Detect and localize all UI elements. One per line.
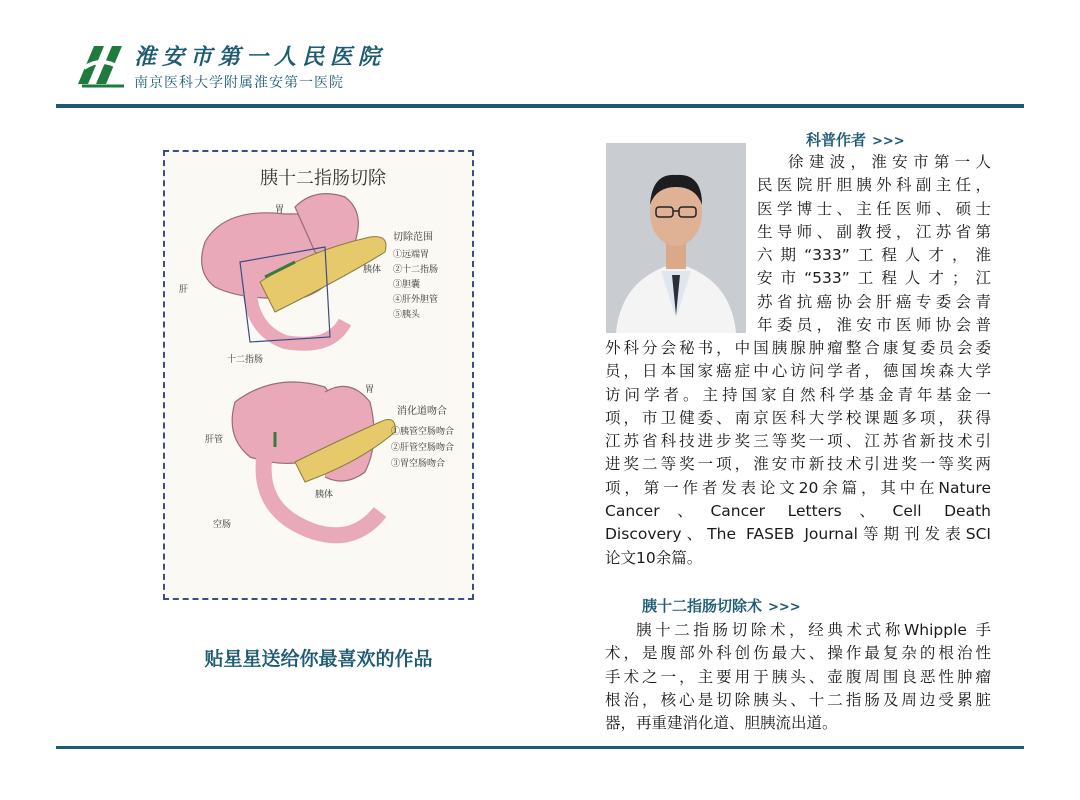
svg-text:胃: 胃 — [365, 385, 375, 395]
svg-text:①远端胃: ①远端胃 — [393, 250, 430, 260]
header-divider — [56, 104, 1024, 108]
procedure-heading: 胰十二指肠切除术 >>> — [642, 597, 801, 615]
author-bio-full: 外科分会秘书，中国胰腺肿瘤整合康复委员会委 员，日本国家癌症中心访问学者，德国埃森大学 访问学者。主持国家自然科学基金青年基金一 项，市卫健委、南京医科大学校课题多项，获得 江苏省科技进步奖三等奖一项、江苏省新技术引 进奖二等奖一项，淮安市新技术引进奖一等奖两 项，第一作者发表论文20余篇，其中在Nature Cancer、Cancer Letters、Cell Death Discovery、The FASEB Journal等期刊发表SCI 论文10余篇。 — [605, 339, 991, 567]
svg-text:胰体: 胰体 — [315, 490, 334, 500]
svg-text:②十二指肠: ②十二指肠 — [393, 265, 439, 275]
svg-text:空肠: 空肠 — [213, 520, 232, 530]
drawing-caption: 贴星星送给你最喜欢的作品 — [204, 648, 433, 670]
drawing-title: 胰十二指肠切除 — [260, 168, 386, 189]
svg-text:③胃空肠吻合: ③胃空肠吻合 — [391, 459, 446, 469]
svg-text:肝: 肝 — [179, 285, 189, 295]
hospital-name: 淮安市第一人民医院 — [134, 44, 387, 70]
svg-text:肝管: 肝管 — [205, 435, 224, 445]
svg-text:消化道吻合: 消化道吻合 — [397, 406, 447, 417]
hospital-logo-icon — [74, 38, 128, 92]
svg-text:胰体: 胰体 — [363, 265, 382, 275]
author-heading: 科普作者 >>> — [806, 131, 905, 149]
svg-text:①胰管空肠吻合: ①胰管空肠吻合 — [391, 427, 455, 437]
footer-divider — [56, 746, 1024, 749]
svg-text:⑤胰头: ⑤胰头 — [393, 310, 421, 320]
author-photo — [606, 143, 746, 333]
svg-text:胃: 胃 — [275, 205, 285, 215]
hospital-subtitle: 南京医科大学附属淮安第一医院 — [134, 75, 344, 91]
svg-text:十二指肠: 十二指肠 — [227, 355, 264, 365]
surgery-drawing — [165, 152, 472, 598]
top-diagram — [179, 194, 438, 365]
svg-text:②肝管空肠吻合: ②肝管空肠吻合 — [391, 443, 455, 453]
svg-text:切除范围: 切除范围 — [393, 232, 433, 243]
bottom-diagram — [205, 382, 454, 535]
author-bio-right: 徐建波，淮安市第一人 民医院肝胆胰外科副主任， 医学博士、主任医师、硕士 生导师、副教授，江苏省第 六期“333”工程人才，淮 安市“533”工程人才；江 苏省抗癌协会肝癌专委会青 年委员，淮安市医师协会普 — [757, 153, 991, 335]
svg-text:④肝外胆管: ④肝外胆管 — [393, 295, 439, 305]
procedure-text: 胰十二指肠切除术，经典术式称Whipple 手 术，是腹部外科创伤最大、操作最复杂的根治性 手术之一，主要用于胰头、壶腹周围良恶性肿瘤 根治，核心是切除胰头、十二指肠及周边受累脏 器，再重建消化道、胆胰流出道。 — [605, 621, 991, 733]
surgery-drawing-frame — [163, 150, 474, 600]
svg-text:③胆囊: ③胆囊 — [393, 280, 421, 290]
